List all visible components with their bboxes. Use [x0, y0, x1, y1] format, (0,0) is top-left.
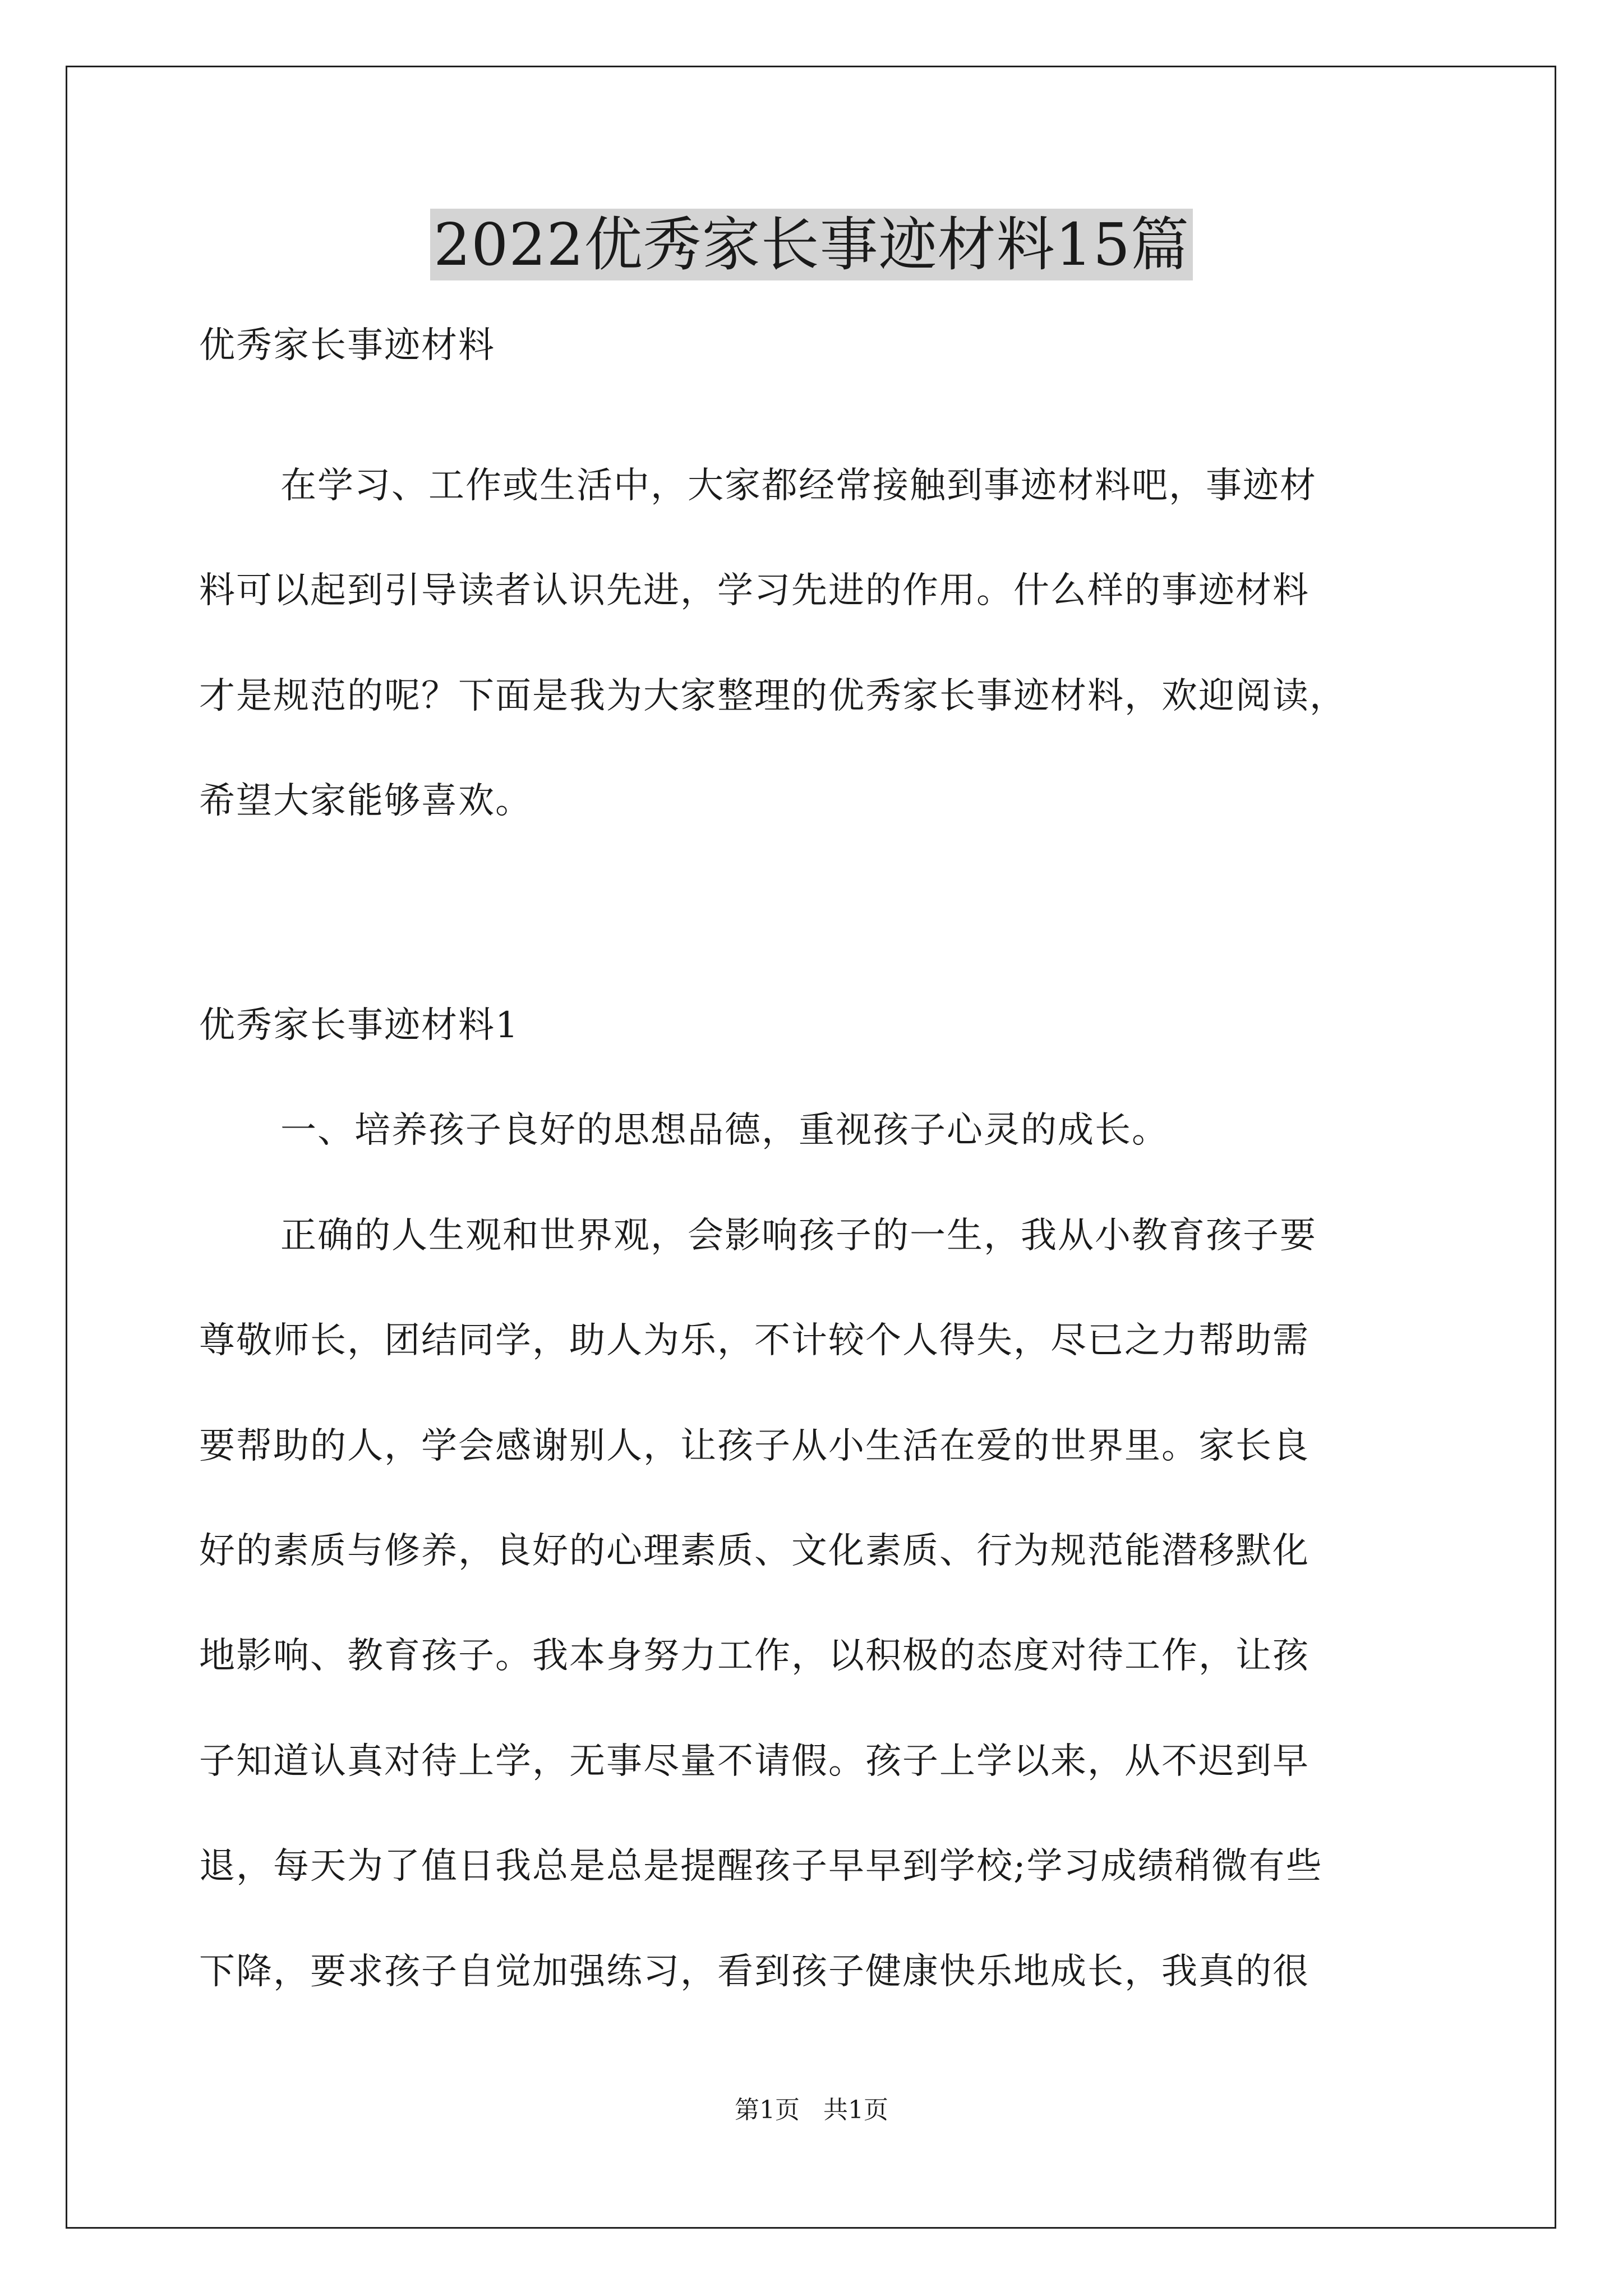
paragraph-line: 料可以起到引导读者认识先进，学习先进的作用。什么样的事迹材料: [199, 570, 1310, 611]
paragraph-line: 要帮助的人，学会感谢别人，让孩子从小生活在爱的世界里。家长良: [199, 1425, 1310, 1467]
paragraph-line: 尊敬师长，团结同学，助人为乐，不计较个人得失，尽已之力帮助需: [199, 1320, 1310, 1361]
paragraph-line: 才是规范的呢？下面是我为大家整理的优秀家长事迹材料，欢迎阅读，: [199, 675, 1347, 717]
paragraph-line: 好的素质与修养，良好的心理素质、文化素质、行为规范能潜移默化: [199, 1530, 1310, 1572]
paragraph-line: 一、培养孩子良好的思想品德，重视孩子心灵的成长。: [280, 1110, 1169, 1151]
paragraph-line: 正确的人生观和世界观，会影响孩子的一生，我从小教育孩子要: [280, 1215, 1317, 1257]
section-heading: 优秀家长事迹材料1: [199, 1005, 519, 1046]
paragraph-line: 子知道认真对待上学，无事尽量不请假。孩子上学以来，从不迟到早: [199, 1741, 1310, 1782]
paragraph-line: 希望大家能够喜欢。: [199, 780, 532, 822]
page-footer: 第1页 共1页: [735, 2096, 888, 2124]
paragraph-line: 在学习、工作或生活中，大家都经常接触到事迹材料吧，事迹材: [280, 465, 1317, 507]
paragraph-line: 地影响、教育孩子。我本身努力工作，以积极的态度对待工作，让孩: [199, 1635, 1310, 1677]
section-heading: 优秀家长事迹材料: [199, 325, 495, 366]
paragraph-line: 下降，要求孩子自觉加强练习，看到孩子健康快乐地成长，我真的很: [199, 1951, 1310, 1993]
paragraph-line: 退，每天为了值日我总是总是提醒孩子早早到学校;学习成绩稍微有些: [199, 1846, 1323, 1887]
document-title-text: 2022优秀家长事迹材料15篇: [430, 209, 1193, 280]
document-title: [0, 209, 1623, 280]
